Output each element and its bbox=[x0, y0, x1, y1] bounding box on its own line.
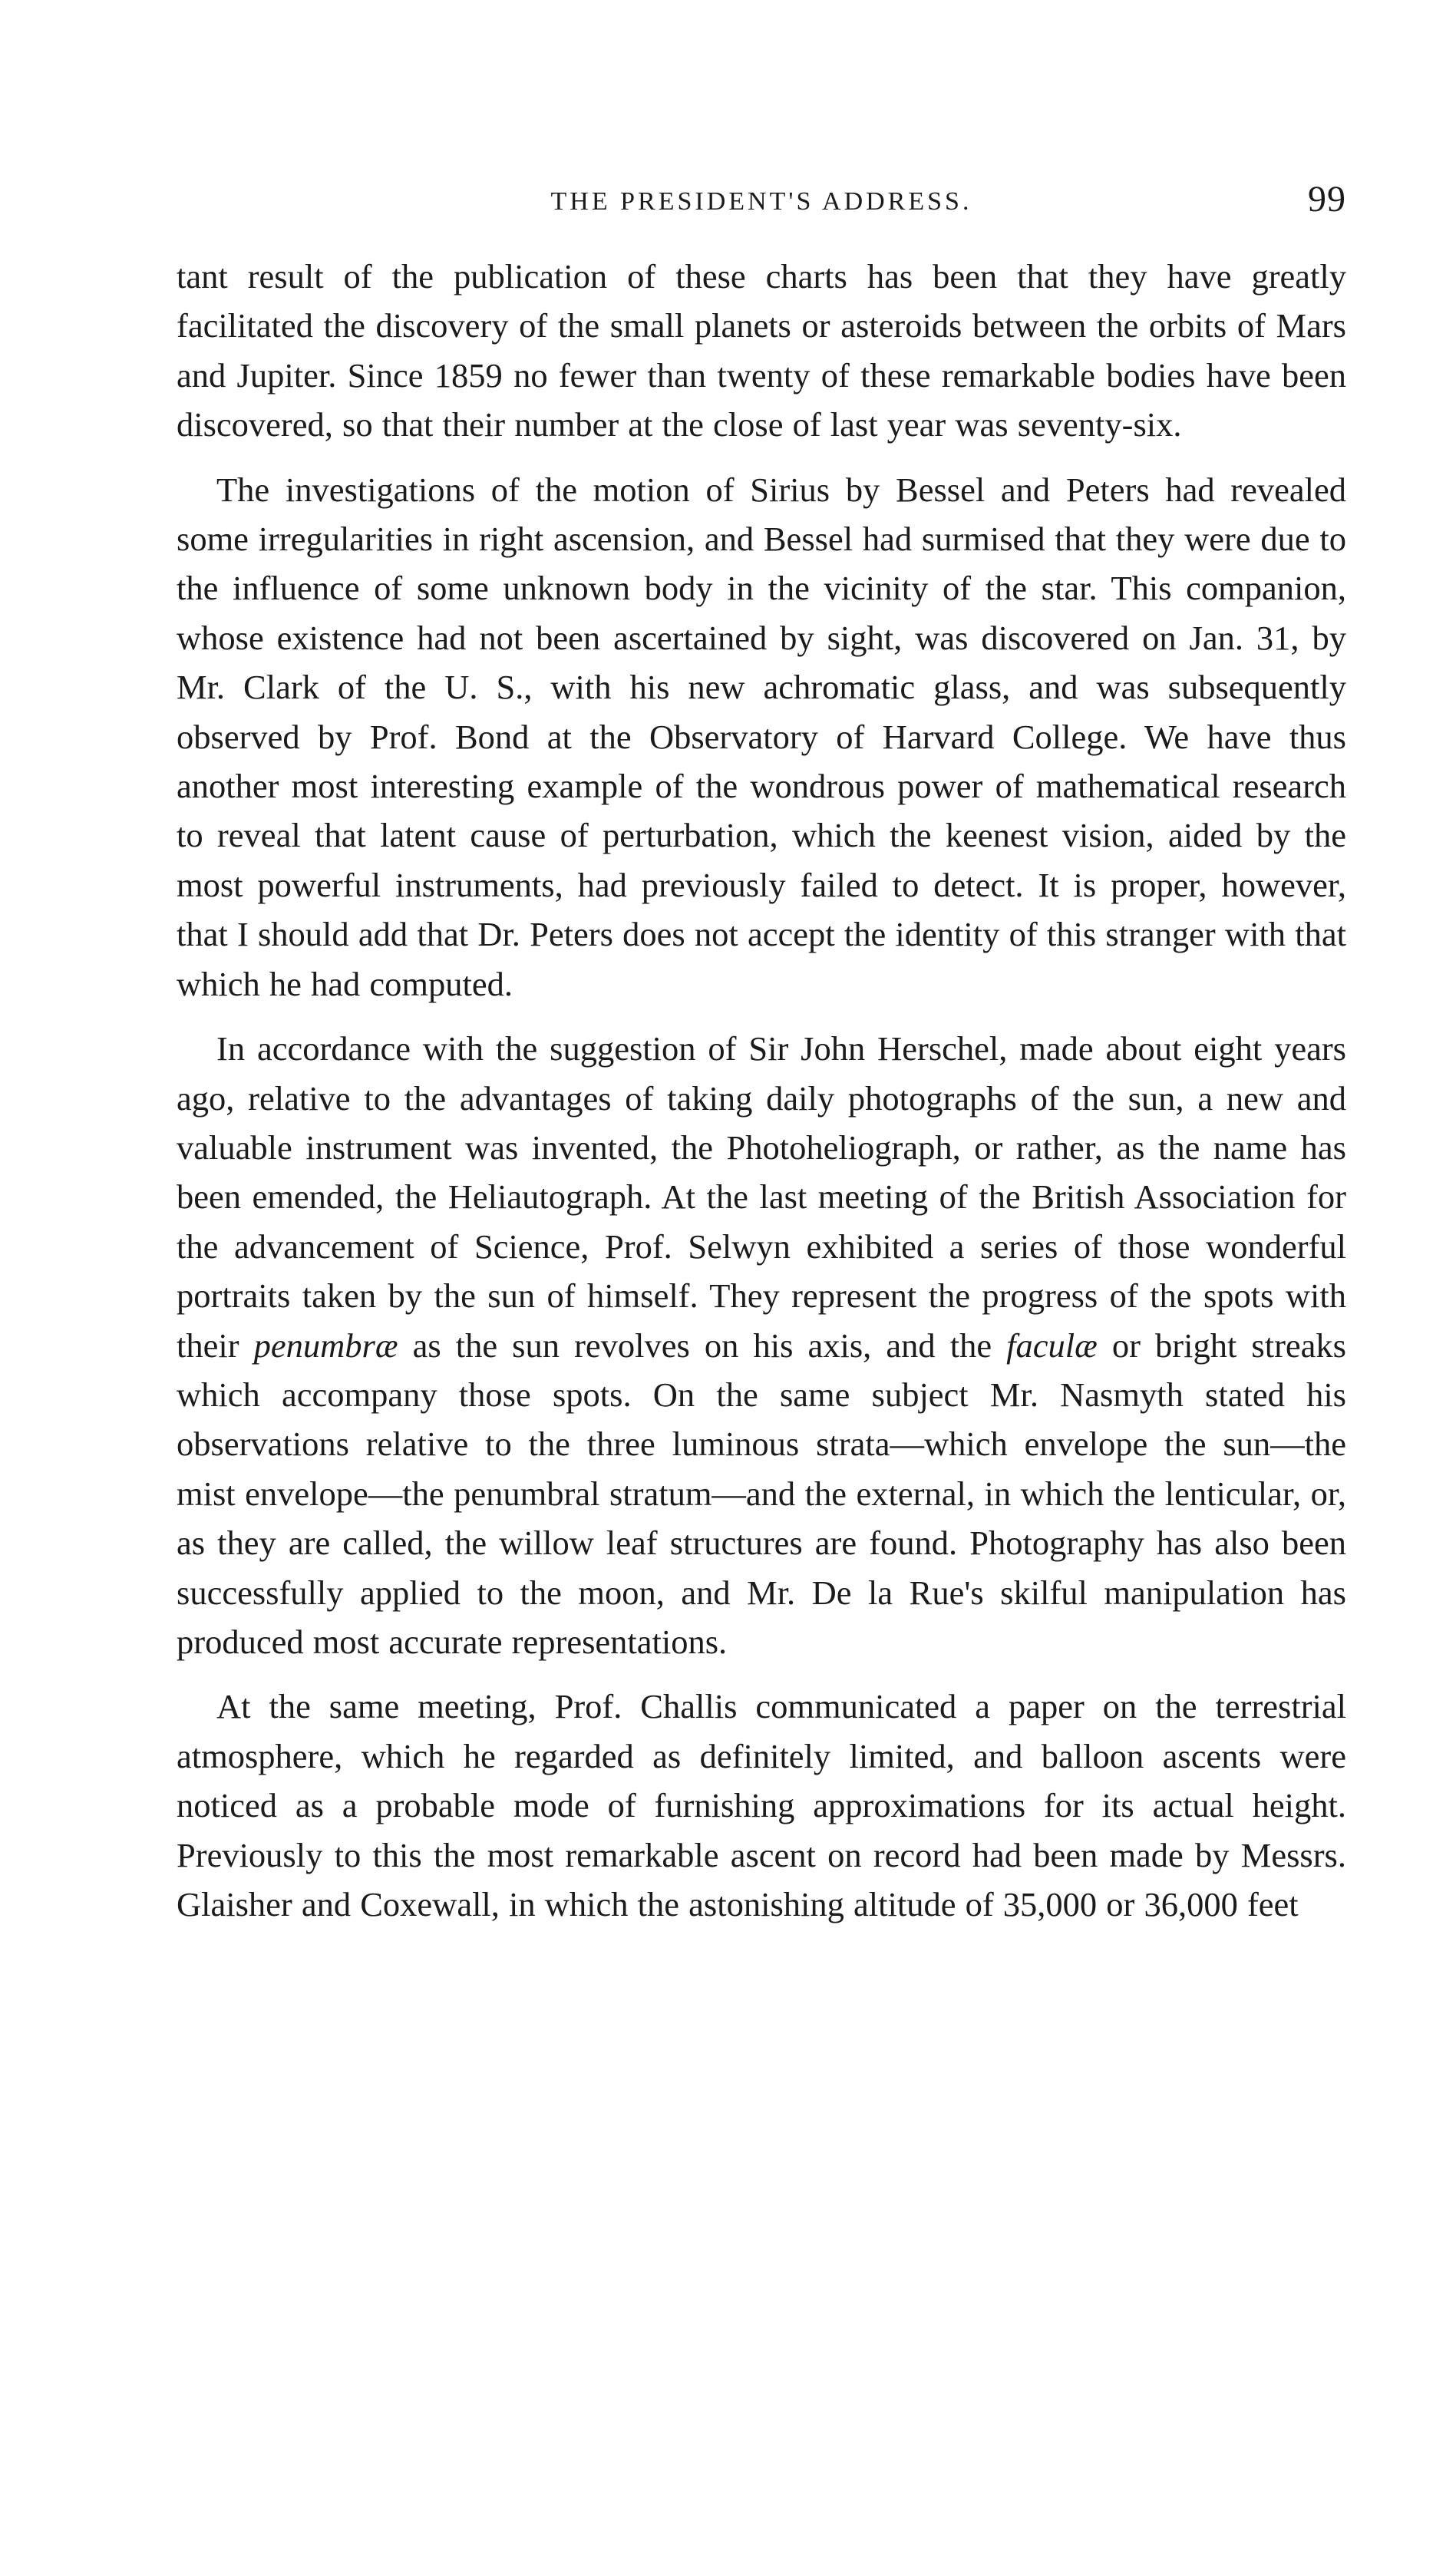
running-head: THE PRESIDENT'S ADDRESS. bbox=[550, 187, 972, 216]
paragraph-asteroids: tant result of the publication of these charts has been that they have greatly facilitated the discovery of the small planets or asteroids between the orbits of Mars and Jupiter. Since 1859 no fewer than twenty of these remarkable bodies have been discovered, so that their number at the close of last year was seventy-six. bbox=[177, 257, 1346, 444]
paragraph-heliautograph-text-3: or bright streaks which accompany those spots. On the same subject Mr. Nasmyth stated his observations relative to the three luminous strata—which envelope the sun—the mist envelope—the penumbral stratum—and the external, in which the lenticular, or, as they are called, the willow leaf structures are found. Photography has also been successfully applied to the moon, and Mr. De la Rue's skilful manipulation has produced most accurate representations. bbox=[177, 1326, 1346, 1661]
paragraph-sirius-companion: The investigations of the motion of Sirius by Bessel and Peters had revealed some irregularities in right ascension, and Bessel had surmised that they were due to the influence of some unknown body in the vicinity of the star. This companion, whose existence had not been ascertained by sight, was discovered on Jan. 31, by Mr. Clark of the U. S., with his new achromatic glass, and was subsequently observed by Prof. Bond at the Observatory of Harvard College. We have thus another most interesting example of the wondrous power of mathematical research to reveal that latent cause of perturbation, which the keenest vision, aided by the most powerful instruments, had previously failed to detect. It is proper, however, that I should add that Dr. Peters does not accept the identity of this stranger with that which he had computed. bbox=[177, 470, 1346, 1003]
paragraph-heliautograph bbox=[177, 1024, 1346, 1666]
paragraph-atmosphere: At the same meeting, Prof. Challis communicated a paper on the terrestrial atmosphere, which he regarded as definitely limited, and balloon ascents were noticed as a probable mode of furnishing approximations for its actual height. Previously to this the most remarkable ascent on record had been made by Messrs. Glaisher and Coxewall, in which the astonishing altitude of 35,000 or 36,000 feet bbox=[177, 1687, 1346, 1923]
italic-term-faculae: faculæ bbox=[1006, 1326, 1098, 1365]
paragraph-heliautograph-text-1: In accordance with the suggestion of Sir John Herschel, made about eight years ago, relative to the advantages of taking daily photographs of the sun, a new and valuable instrument was invented, the Photoheliograph, or rather, as the name has been emended, the Heliautograph. At the last meeting of the British Association for the advancement of Science, Prof. Selwyn exhibited a series of those wonderful portraits taken by the sun of himself. They represent the progress of the spots with their bbox=[177, 1029, 1346, 1365]
paragraph-heliautograph-text-2: as the sun revolves on his axis, and the bbox=[398, 1326, 1007, 1365]
italic-term-penumbrae: penumbræ bbox=[253, 1326, 398, 1365]
page-number: 99 bbox=[1308, 179, 1346, 220]
page-header bbox=[177, 178, 1346, 232]
page-body bbox=[177, 252, 1346, 1944]
